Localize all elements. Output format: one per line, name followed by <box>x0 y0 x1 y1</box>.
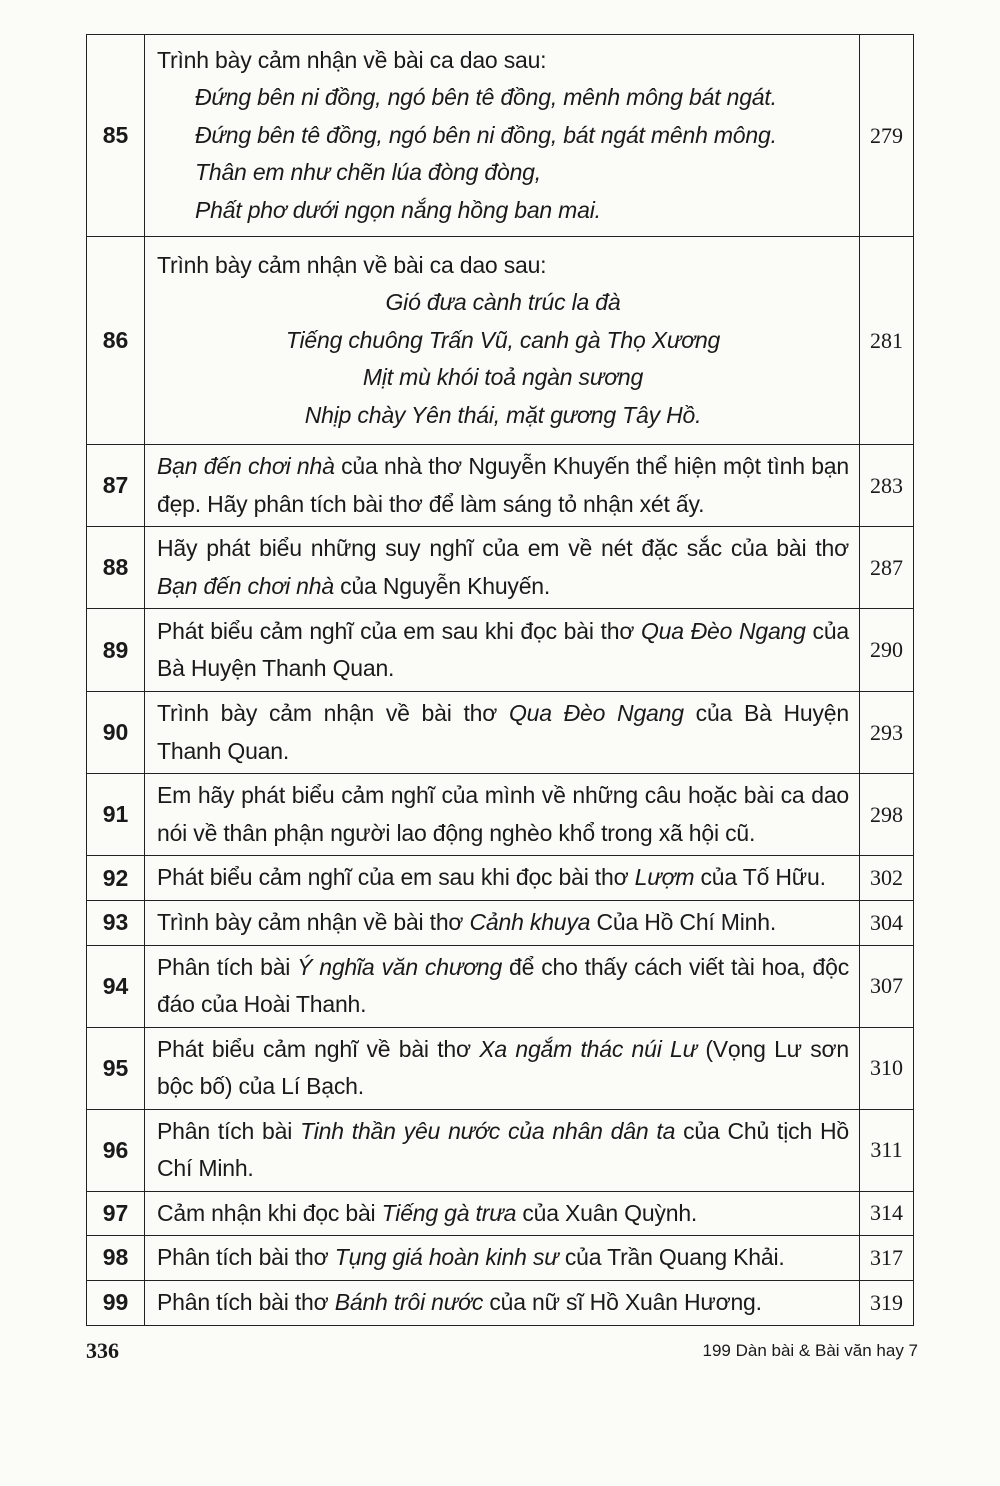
entry-page: 281 <box>860 237 914 445</box>
table-row <box>87 901 914 946</box>
entry-number: 92 <box>87 856 145 901</box>
entry-text: Phân tích bài thơ <box>157 1288 335 1315</box>
entry-intro: Trình bày cảm nhận về bài ca dao sau: <box>157 46 547 73</box>
work-title: Xa ngắm thác núi Lư <box>479 1035 697 1062</box>
page-number: 336 <box>86 1338 119 1363</box>
entry-text: để cho thấy cách viết tài hoa, độc đáo của Hoài Thanh. <box>157 953 849 1017</box>
entry-text: (Vọng Lư sơn bộc bố) của Lí Bạch. <box>157 1035 849 1099</box>
table-row <box>87 1027 914 1109</box>
table-row <box>87 945 914 1027</box>
entry-text: của Tố Hữu. <box>694 864 826 891</box>
work-title: Cảnh khuya <box>469 909 591 935</box>
entry-text: Phân tích bài <box>157 1117 301 1144</box>
entry-page: 293 <box>860 692 914 774</box>
entry-page: 307 <box>860 945 914 1027</box>
contents-table <box>86 34 914 1326</box>
table-row <box>87 692 914 774</box>
entry-page: 283 <box>860 445 914 527</box>
poem-line: Phất phơ dưới ngọn nắng hồng ban mai. <box>195 196 601 223</box>
entry-title <box>145 945 860 1027</box>
entry-page: 304 <box>860 901 914 946</box>
entry-text: Phát biểu cảm nghĩ của em sau khi đọc bài thơ <box>157 617 641 644</box>
table-row <box>87 445 914 527</box>
entry-number: 86 <box>87 237 145 445</box>
entry-page: 302 <box>860 856 914 901</box>
entry-title <box>145 1236 860 1281</box>
entry-text: Trình bày cảm nhận về bài thơ <box>157 700 509 726</box>
work-title: Tinh thần yêu nước của nhân dân ta <box>300 1117 676 1144</box>
entry-page: 319 <box>860 1280 914 1325</box>
entry-page: 311 <box>860 1109 914 1191</box>
entry-text: của nhà thơ Nguyễn Khuyến thể hiện một tình bạn đẹp. Hãy phân tích bài thơ để làm sáng tỏ nhận xét ấy. <box>157 453 849 517</box>
entry-title <box>145 609 860 692</box>
entry-number: 94 <box>87 945 145 1027</box>
work-title: Lượm <box>634 864 695 891</box>
table-row <box>87 35 914 237</box>
work-title: Tiếng gà trưa <box>381 1199 517 1226</box>
poem-line: Đứng bên tê đồng, ngó bên ni đồng, bát ngát mênh mông. <box>195 121 777 148</box>
entry-text: Của Hồ Chí Minh. <box>590 909 777 935</box>
work-title: Bạn đến chơi nhà <box>157 572 334 599</box>
entry-title <box>145 856 860 901</box>
entry-text: của Xuân Quỳnh. <box>516 1199 698 1226</box>
entry-number: 90 <box>87 692 145 774</box>
work-title: Bạn đến chơi nhà <box>157 453 335 479</box>
book-title: 199 Dàn bài & Bài văn hay 7 <box>702 1341 918 1360</box>
entry-page: 287 <box>860 527 914 609</box>
entry-title <box>145 774 860 856</box>
entry-number: 98 <box>87 1236 145 1281</box>
entry-title <box>145 1109 860 1191</box>
table-row <box>87 856 914 901</box>
work-title: Bánh trôi nước <box>334 1288 484 1315</box>
table-row <box>87 527 914 609</box>
poem-line: Mịt mù khói toả ngàn sương <box>362 364 644 391</box>
entry-number: 99 <box>87 1280 145 1325</box>
entry-title <box>145 237 860 445</box>
entry-text: của Bà Huyện Thanh Quan. <box>157 617 849 681</box>
poem-line: Đứng bên ni đồng, ngó bên tê đồng, mênh mông bát ngát. <box>195 84 777 111</box>
entry-text: Cảm nhận khi đọc bài <box>157 1199 382 1226</box>
table-row <box>87 237 914 445</box>
table-row <box>87 1109 914 1191</box>
entry-text: của Nguyễn Khuyến. <box>333 572 551 599</box>
entry-text: Em hãy phát biểu cảm nghĩ của mình về những câu hoặc bài ca dao nói về thân phận người lao động nghèo khổ trong xã hội cũ. <box>157 782 849 846</box>
entry-page: 314 <box>860 1191 914 1236</box>
work-title: Qua Đèo Ngang <box>508 700 684 726</box>
entry-text: của Bà Huyện Thanh Quan. <box>157 700 849 764</box>
table-row <box>87 1236 914 1281</box>
entry-title <box>145 527 860 609</box>
entry-text: của nữ sĩ Hồ Xuân Hương. <box>483 1288 762 1315</box>
entry-text: Phân tích bài thơ <box>157 1244 335 1270</box>
entry-text: Phát biểu cảm nghĩ về bài thơ <box>157 1035 480 1062</box>
entry-number: 91 <box>87 774 145 856</box>
work-title: Tụng giá hoàn kinh sư <box>334 1244 559 1270</box>
entry-text: Hãy phát biểu những suy nghĩ của em về nét đặc sắc của bài thơ <box>157 535 849 561</box>
entry-number: 88 <box>87 527 145 609</box>
table-row <box>87 1280 914 1325</box>
entry-page: 279 <box>860 35 914 237</box>
table-row <box>87 1191 914 1236</box>
entry-title <box>145 35 860 237</box>
entry-number: 97 <box>87 1191 145 1236</box>
work-title: Qua Đèo Ngang <box>640 617 806 644</box>
entry-page: 310 <box>860 1027 914 1109</box>
entry-text: Phân tích bài <box>157 953 298 980</box>
entry-title <box>145 1191 860 1236</box>
contents-table-body <box>87 35 914 1326</box>
entry-page: 298 <box>860 774 914 856</box>
entry-number: 87 <box>87 445 145 527</box>
entry-number: 93 <box>87 901 145 946</box>
table-row <box>87 609 914 692</box>
entry-text: Phát biểu cảm nghĩ của em sau khi đọc bài thơ <box>157 864 635 891</box>
table-row <box>87 774 914 856</box>
entry-number: 89 <box>87 609 145 692</box>
entry-number: 96 <box>87 1109 145 1191</box>
work-title: Ý nghĩa văn chương <box>297 953 503 980</box>
entry-title <box>145 1280 860 1325</box>
entry-number: 95 <box>87 1027 145 1109</box>
entry-page: 317 <box>860 1236 914 1281</box>
entry-number: 85 <box>87 35 145 237</box>
entry-page: 290 <box>860 609 914 692</box>
poem-line: Tiếng chuông Trấn Vũ, canh gà Thọ Xương <box>285 326 721 353</box>
entry-title <box>145 692 860 774</box>
entry-text: của Trần Quang Khải. <box>558 1244 785 1270</box>
entry-title <box>145 445 860 527</box>
poem-line: Thân em như chẽn lúa đòng đòng, <box>195 159 541 186</box>
entry-text: Trình bày cảm nhận về bài thơ <box>157 909 470 935</box>
entry-text: của Chủ tịch Hồ Chí Minh. <box>157 1117 849 1181</box>
entry-title <box>145 1027 860 1109</box>
entry-title <box>145 901 860 946</box>
poem-line: Nhịp chày Yên thái, mặt gương Tây Hồ. <box>304 401 702 428</box>
entry-intro: Trình bày cảm nhận về bài ca dao sau: <box>157 251 547 278</box>
poem-line: Gió đưa cành trúc la đà <box>385 289 621 316</box>
